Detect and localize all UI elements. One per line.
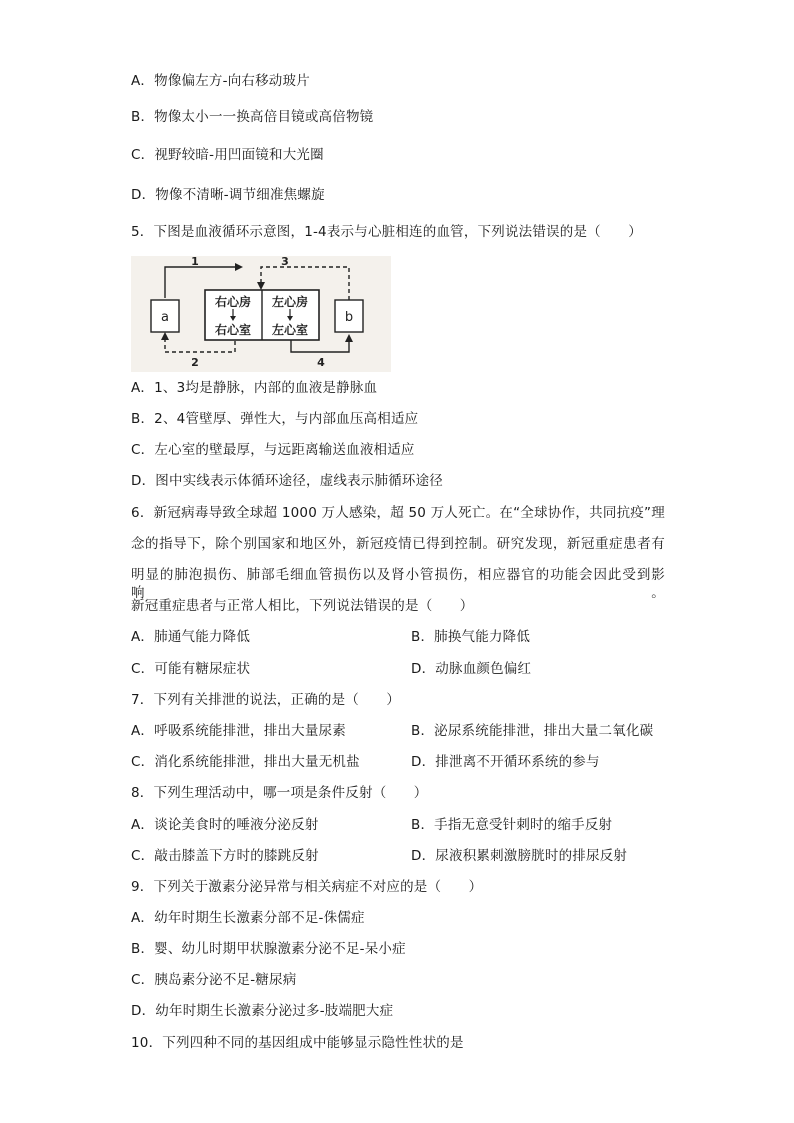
- q8-stem: 8．下列生理活动中，哪一项是条件反射（ ）: [131, 785, 428, 801]
- q7-option-b: B．泌尿系统能排泄，排出大量二氧化碳: [411, 723, 654, 739]
- q5-option-c: C．左心室的壁最厚，与远距离输送血液相适应: [131, 442, 415, 458]
- q5-stem: 5．下图是血液循环示意图，1-4表示与心脏相连的血管，下列说法错误的是（ ）: [131, 224, 642, 240]
- q5-option-d: D．图中实线表示体循环途径，虚线表示肺循环途径: [131, 473, 443, 489]
- q8-option-c: C．敲击膝盖下方时的膝跳反射: [131, 848, 319, 864]
- organ-label-a: a: [161, 310, 169, 325]
- vessel-label-4: 4: [317, 356, 325, 369]
- q6-option-a: A．肺通气能力降低: [131, 629, 251, 645]
- q6-option-d: D．动脉血颜色偏红: [411, 661, 532, 677]
- q7-stem: 7．下列有关排泄的说法，正确的是（ ）: [131, 692, 401, 708]
- q5-option-b: B．2、4管壁厚、弹性大，与内部血压高相适应: [131, 411, 419, 427]
- vessel-label-2: 2: [191, 356, 199, 369]
- q9-option-b: B．婴、幼儿时期甲状腺激素分泌不足-呆小症: [131, 941, 406, 957]
- q4-option-d: D．物像不清晰-调节细准焦螺旋: [131, 187, 325, 203]
- right-atrium-label: 右心房: [214, 295, 252, 309]
- q9-stem: 9．下列关于激素分泌异常与相关病症不对应的是（ ）: [131, 879, 483, 895]
- q5-option-a: A．1、3均是静脉，内部的血液是静脉血: [131, 380, 378, 396]
- q8-option-b: B．手指无意受针刺时的缩手反射: [411, 817, 613, 833]
- q8-option-d: D．尿液积累刺激膀胱时的排尿反射: [411, 848, 628, 864]
- q6-stem-line-2: 念的指导下，除个别国家和地区外，新冠疫情已得到控制。研究发现，新冠重症患者有: [131, 536, 665, 552]
- q6-option-b: B．肺换气能力降低: [411, 629, 531, 645]
- right-ventricle-label: 右心室: [214, 323, 252, 337]
- q7-option-c: C．消化系统能排泄，排出大量无机盐: [131, 754, 360, 770]
- vessel-label-3: 3: [281, 256, 289, 268]
- q7-option-a: A．呼吸系统能排泄，排出大量尿素: [131, 723, 346, 739]
- vessel-label-1: 1: [191, 256, 199, 268]
- q6-stem-line-3: 明显的肺泡损伤、肺部毛细血管损伤以及肾小管损伤，相应器官的功能会因此受到影响。: [131, 567, 665, 601]
- q9-option-d: D．幼年时期生长激素分泌过多-肢端肥大症: [131, 1003, 394, 1019]
- left-ventricle-label: 左心室: [271, 323, 309, 337]
- q7-option-d: D．排泄离不开循环系统的参与: [411, 754, 600, 770]
- q6-option-c: C．可能有糖尿症状: [131, 661, 251, 677]
- q9-option-c: C．胰岛素分泌不足-糖尿病: [131, 972, 297, 988]
- q4-option-a: A．物像偏左方-向右移动玻片: [131, 73, 310, 89]
- q10-stem: 10．下列四种不同的基因组成中能够显示隐性性状的是: [131, 1035, 464, 1051]
- q9-option-a: A．幼年时期生长激素分部不足-侏儒症: [131, 910, 365, 926]
- q4-option-b: B．物像太小一一换高倍目镜或高倍物镜: [131, 109, 374, 125]
- blood-circulation-diagram: [131, 256, 391, 372]
- q6-stem-line-1: 6．新冠病毒导致全球超 1000 万人感染，超 50 万人死亡。在“全球协作，共同抗疫”理: [131, 505, 665, 521]
- organ-label-b: b: [344, 310, 354, 325]
- left-atrium-label: 左心房: [271, 295, 309, 309]
- q8-option-a: A．谈论美食时的唾液分泌反射: [131, 817, 319, 833]
- q4-option-c: C．视野较暗-用凹面镜和大光圈: [131, 147, 324, 163]
- q6-stem-line-4: 新冠重症患者与正常人相比，下列说法错误的是（ ）: [131, 598, 474, 614]
